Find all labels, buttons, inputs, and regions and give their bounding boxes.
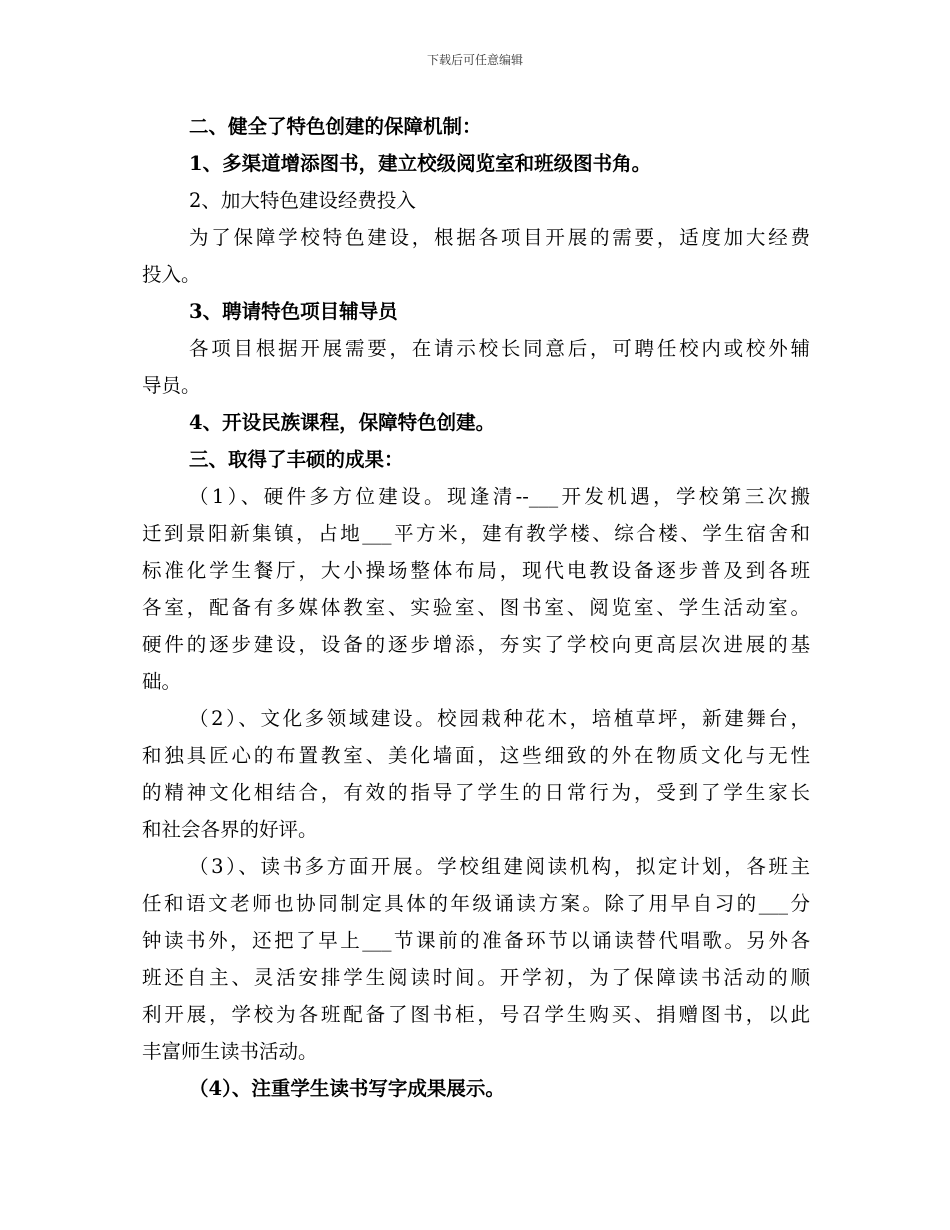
document-body [142,108,810,1107]
heading-line: 4、开设民族课程，保障特色创建。 [189,411,496,434]
text-line: 各室，配备有多媒体教室、实验室、图书室、阅览室、学生活动室。 [142,596,810,619]
heading-line: 3、聘请特色项目辅导员 [189,300,398,323]
text-line: 利开展，学校为各班配备了图书柜，号召学生购买、捐赠图书，以此 [142,1003,810,1026]
text-line: 钟读书外，还把了早上___节课前的准备环节以诵读替代唱歌。另外各 [142,929,810,952]
text-line: 2、加大特色建设经费投入 [189,189,416,212]
text-line: 硬件的逐步建设，设备的逐步增添，夯实了学校向更高层次进展的基 [142,633,810,656]
heading-line: （4）、注重学生读书写字成果展示。 [189,1077,505,1100]
text-line: 和社会各界的好评。 [142,818,318,841]
text-line: 各项目根据开展需要，在请示校长同意后，可聘任校内或校外辅 [189,337,810,360]
text-line: 任和语文老师也协同制定具体的年级诵读方案。除了用早自习的___分 [142,892,810,915]
text-line: 和独具匠心的布置教室、美化墙面，这些细致的外在物质文化与无性 [142,744,810,767]
text-line: （1）、硬件多方位建设。现逢清--___开发机遇，学校第三次搬 [189,485,810,508]
text-line: 的精神文化相结合，有效的指导了学生的日常行为，受到了学生家长 [142,781,810,804]
page-header: 下载后可任意编辑 [426,53,523,67]
text-line: 础。 [142,670,182,693]
text-line: 为了保障学校特色建设，根据各项目开展的需要，适度加大经费 [189,226,810,249]
heading-line: 三、取得了丰硕的成果： [189,448,404,471]
text-line: 丰富师生读书活动。 [142,1040,318,1063]
text-line: 导员。 [142,374,201,397]
text-line: （3）、读书多方面开展。学校组建阅读机构，拟定计划，各班主 [189,855,810,878]
heading-line: 1、多渠道增添图书，建立校级阅览室和班级图书角。 [189,152,652,175]
heading-line: 二、健全了特色创建的保障机制： [189,115,482,138]
text-line: 标准化学生餐厅，大小操场整体布局，现代电教设备逐步普及到各班 [142,559,810,582]
text-line: 迁到景阳新集镇，占地___平方米，建有教学楼、综合楼、学生宿舍和 [142,522,810,545]
text-line: 投入。 [142,263,201,286]
text-line: （2）、文化多领域建设。校园栽种花木，培植草坪，新建舞台， [189,707,810,730]
text-line: 班还自主、灵活安排学生阅读时间。开学初，为了保障读书活动的顺 [142,966,810,989]
